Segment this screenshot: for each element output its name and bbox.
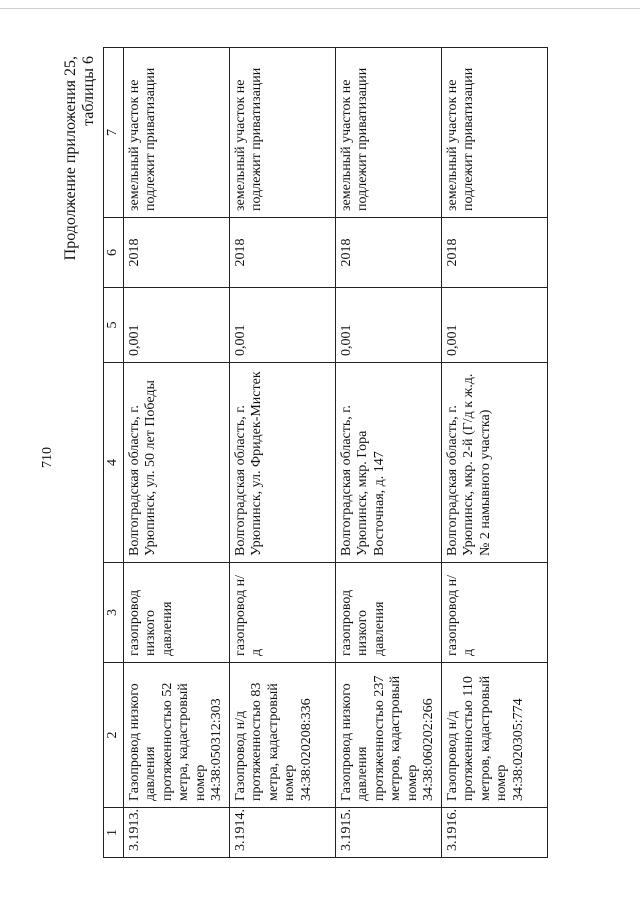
object-name: Газопровод н/д протяженностью 83 метра, кадастровый номер 34:38:020208:336 bbox=[229, 663, 335, 808]
object-area: 0,001 bbox=[229, 288, 335, 363]
object-area: 0,001 bbox=[123, 288, 229, 363]
column-number: 1 bbox=[104, 808, 124, 858]
column-number: 6 bbox=[104, 218, 124, 288]
column-number-row bbox=[104, 48, 124, 858]
object-name: Газопровод низкого давления протяженностью 52 метра, кадастровый номер 34:38:050312:303 bbox=[123, 663, 229, 808]
object-note: земельный участок не подлежит приватизации bbox=[441, 48, 547, 218]
table-row bbox=[229, 48, 335, 858]
object-type: газопровод н/д bbox=[229, 563, 335, 663]
column-number: 3 bbox=[104, 563, 124, 663]
row-number: 3.1914. bbox=[229, 808, 335, 858]
object-address: Волгоградская область, г. Урюпинск, мкр. 2-й (Г/д к ж.д. № 2 намывного участка) bbox=[441, 363, 547, 563]
object-note: земельный участок не подлежит приватизации bbox=[229, 48, 335, 218]
column-number: 5 bbox=[104, 288, 124, 363]
table-caption bbox=[62, 56, 98, 260]
caption-line-1: Продолжение приложения 25, bbox=[62, 56, 79, 261]
object-type: газопровод н/д bbox=[441, 563, 547, 663]
object-address: Волгоградская область, г. Урюпинск, ул. Фридек-Мистек bbox=[229, 363, 335, 563]
object-type: газопровод низкого давления bbox=[335, 563, 441, 663]
object-note: земельный участок не подлежит приватизации bbox=[335, 48, 441, 218]
column-number: 4 bbox=[104, 363, 124, 563]
table-row bbox=[335, 48, 441, 858]
row-number: 3.1913. bbox=[123, 808, 229, 858]
column-number: 7 bbox=[104, 48, 124, 218]
object-note: земельный участок не подлежит приватизации bbox=[123, 48, 229, 218]
object-type: газопровод низкого давления bbox=[123, 563, 229, 663]
page-number: 710 bbox=[40, 447, 55, 468]
top-rule bbox=[0, 8, 640, 9]
object-area: 0,001 bbox=[441, 288, 547, 363]
rotated-page bbox=[8, 48, 583, 858]
object-address: Волгоградская область, г. Урюпинск, ул. 50 лет Победы bbox=[123, 363, 229, 563]
object-year: 2018 bbox=[229, 218, 335, 288]
object-year: 2018 bbox=[123, 218, 229, 288]
object-name: Газопровод н/д протяженностью 110 метров, кадастровый номер 34:38:020305:774 bbox=[441, 663, 547, 808]
object-year: 2018 bbox=[335, 218, 441, 288]
object-name: Газопровод низкого давления протяженностью 237 метров, кадастровый номер 34:38:060202:266 bbox=[335, 663, 441, 808]
table-row bbox=[441, 48, 547, 858]
object-area: 0,001 bbox=[335, 288, 441, 363]
row-number: 3.1916. bbox=[441, 808, 547, 858]
row-number: 3.1915. bbox=[335, 808, 441, 858]
object-year: 2018 bbox=[441, 218, 547, 288]
caption-line-2: таблицы 6 bbox=[80, 56, 97, 126]
object-address: Волгоградская область, г. Урюпинск, мкр. Гора Восточная, д. 147 bbox=[335, 363, 441, 563]
registry-table bbox=[103, 47, 548, 858]
table-row bbox=[123, 48, 229, 858]
column-number: 2 bbox=[104, 663, 124, 808]
